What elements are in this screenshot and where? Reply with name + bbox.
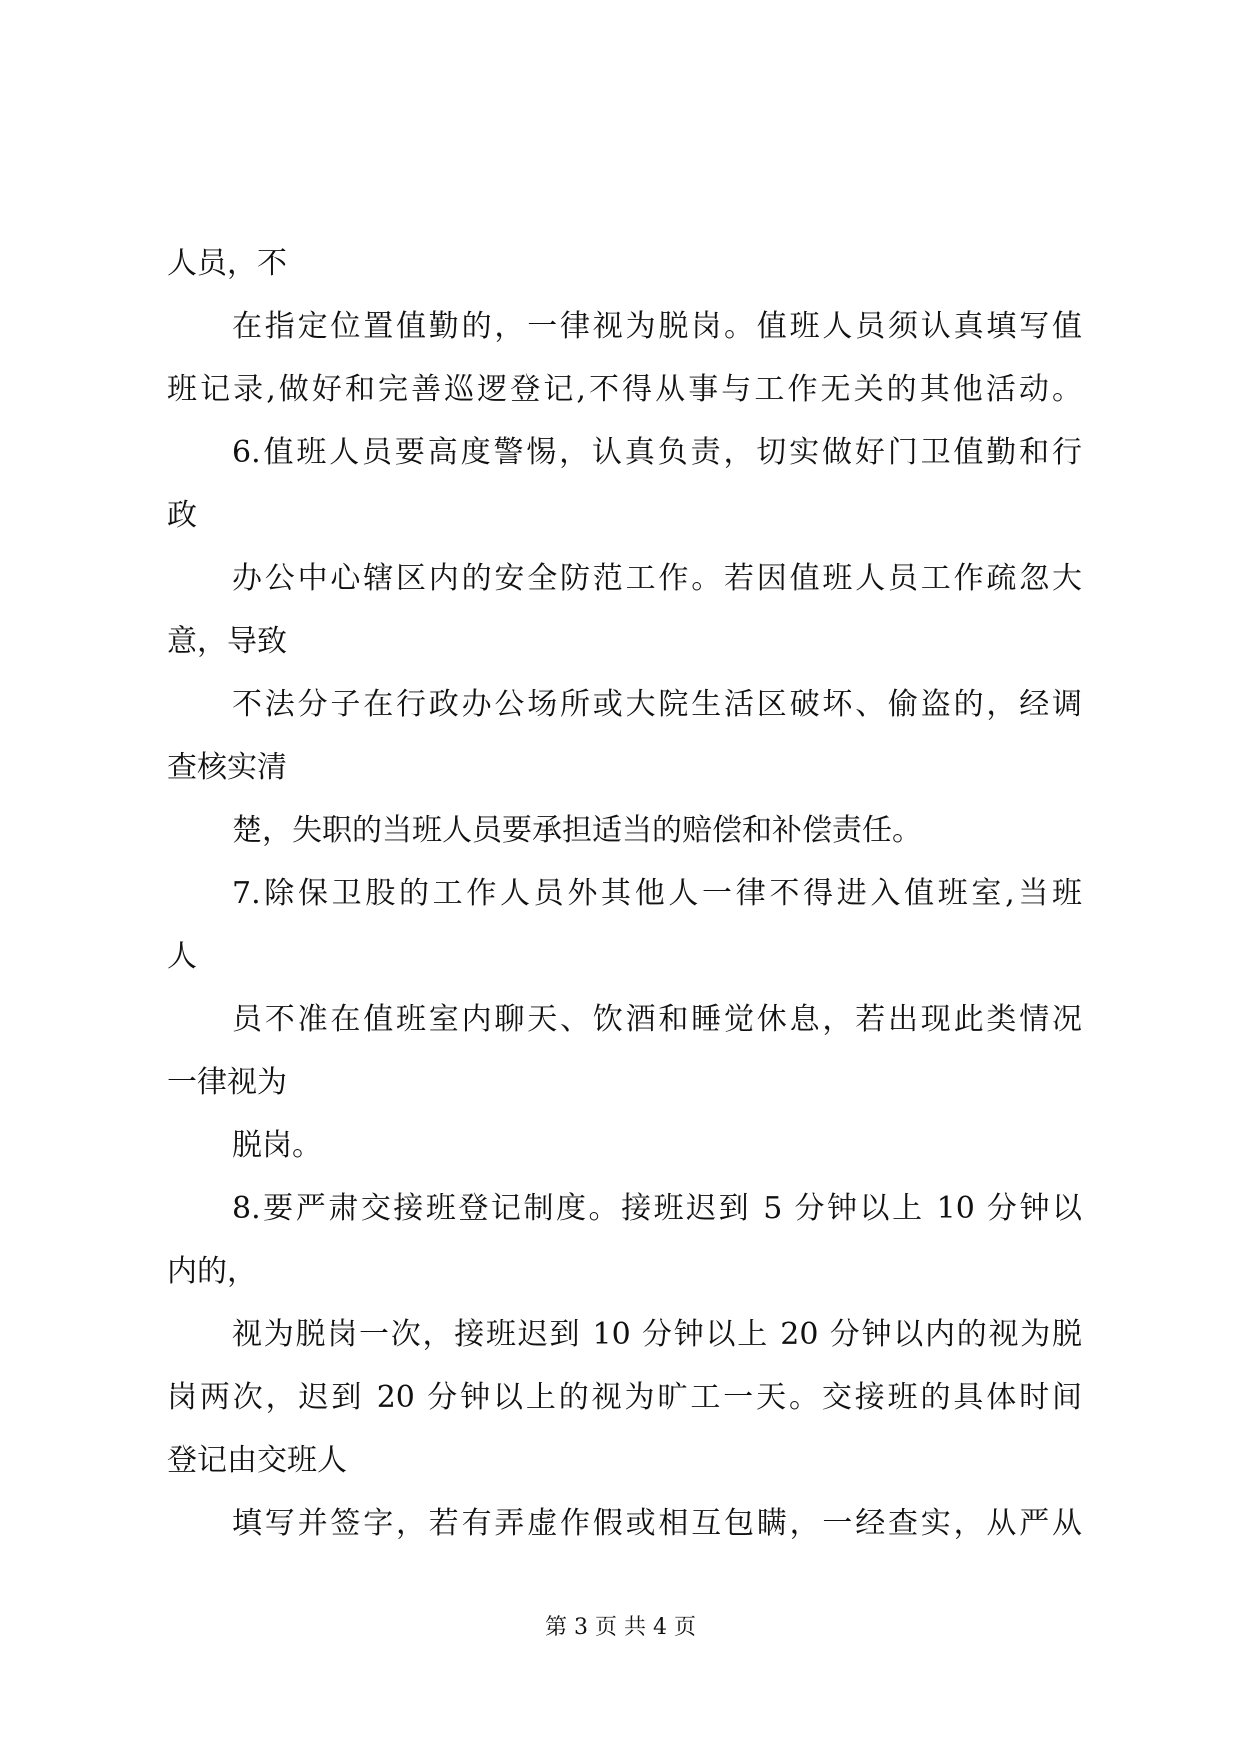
- text-line: 岗两次，迟到 20 分钟以上的视为旷工一天。交接班的具体时间: [167, 1380, 1082, 1415]
- text-line: 视为脱岗一次，接班迟到 10 分钟以上 20 分钟以内的视为脱: [232, 1317, 1082, 1352]
- page-footer: 第 3 页 共 4 页: [545, 1615, 696, 1640]
- text-line: 不法分子在行政办公场所或大院生活区破坏、偷盗的，经调: [232, 687, 1082, 722]
- text-line: 6.值班人员要高度警惕，认真负责，切实做好门卫值勤和行: [232, 435, 1082, 470]
- text-line: 8.要严肃交接班登记制度。接班迟到 5 分钟以上 10 分钟以: [232, 1191, 1082, 1226]
- document-body: [167, 232, 1082, 1555]
- text-line: 内的，: [167, 1254, 257, 1289]
- text-line: 楚，失职的当班人员要承担适当的赔偿和补偿责任。: [232, 813, 922, 848]
- text-line: 人: [167, 939, 197, 974]
- text-line: 登记由交班人: [167, 1443, 347, 1478]
- text-line: 办公中心辖区内的安全防范工作。若因值班人员工作疏忽大: [232, 561, 1082, 596]
- text-line: 班记录,做好和完善巡逻登记,不得从事与工作无关的其他活动。: [167, 372, 1082, 407]
- text-line: 政: [167, 498, 197, 533]
- text-line: 员不准在值班室内聊天、饮酒和睡觉休息，若出现此类情况: [232, 1002, 1082, 1037]
- text-line: 人员，不: [167, 246, 287, 281]
- text-line: 查核实清: [167, 750, 287, 785]
- text-line: 一律视为: [167, 1065, 287, 1100]
- text-line: 在指定位置值勤的，一律视为脱岗。值班人员须认真填写值: [232, 309, 1082, 344]
- text-line: 脱岗。: [232, 1128, 322, 1163]
- text-line: 意，导致: [167, 624, 287, 659]
- text-line: 填写并签字，若有弄虚作假或相互包瞒，一经查实，从严从: [232, 1506, 1082, 1541]
- text-line: 7.除保卫股的工作人员外其他人一律不得进入值班室,当班: [232, 876, 1082, 911]
